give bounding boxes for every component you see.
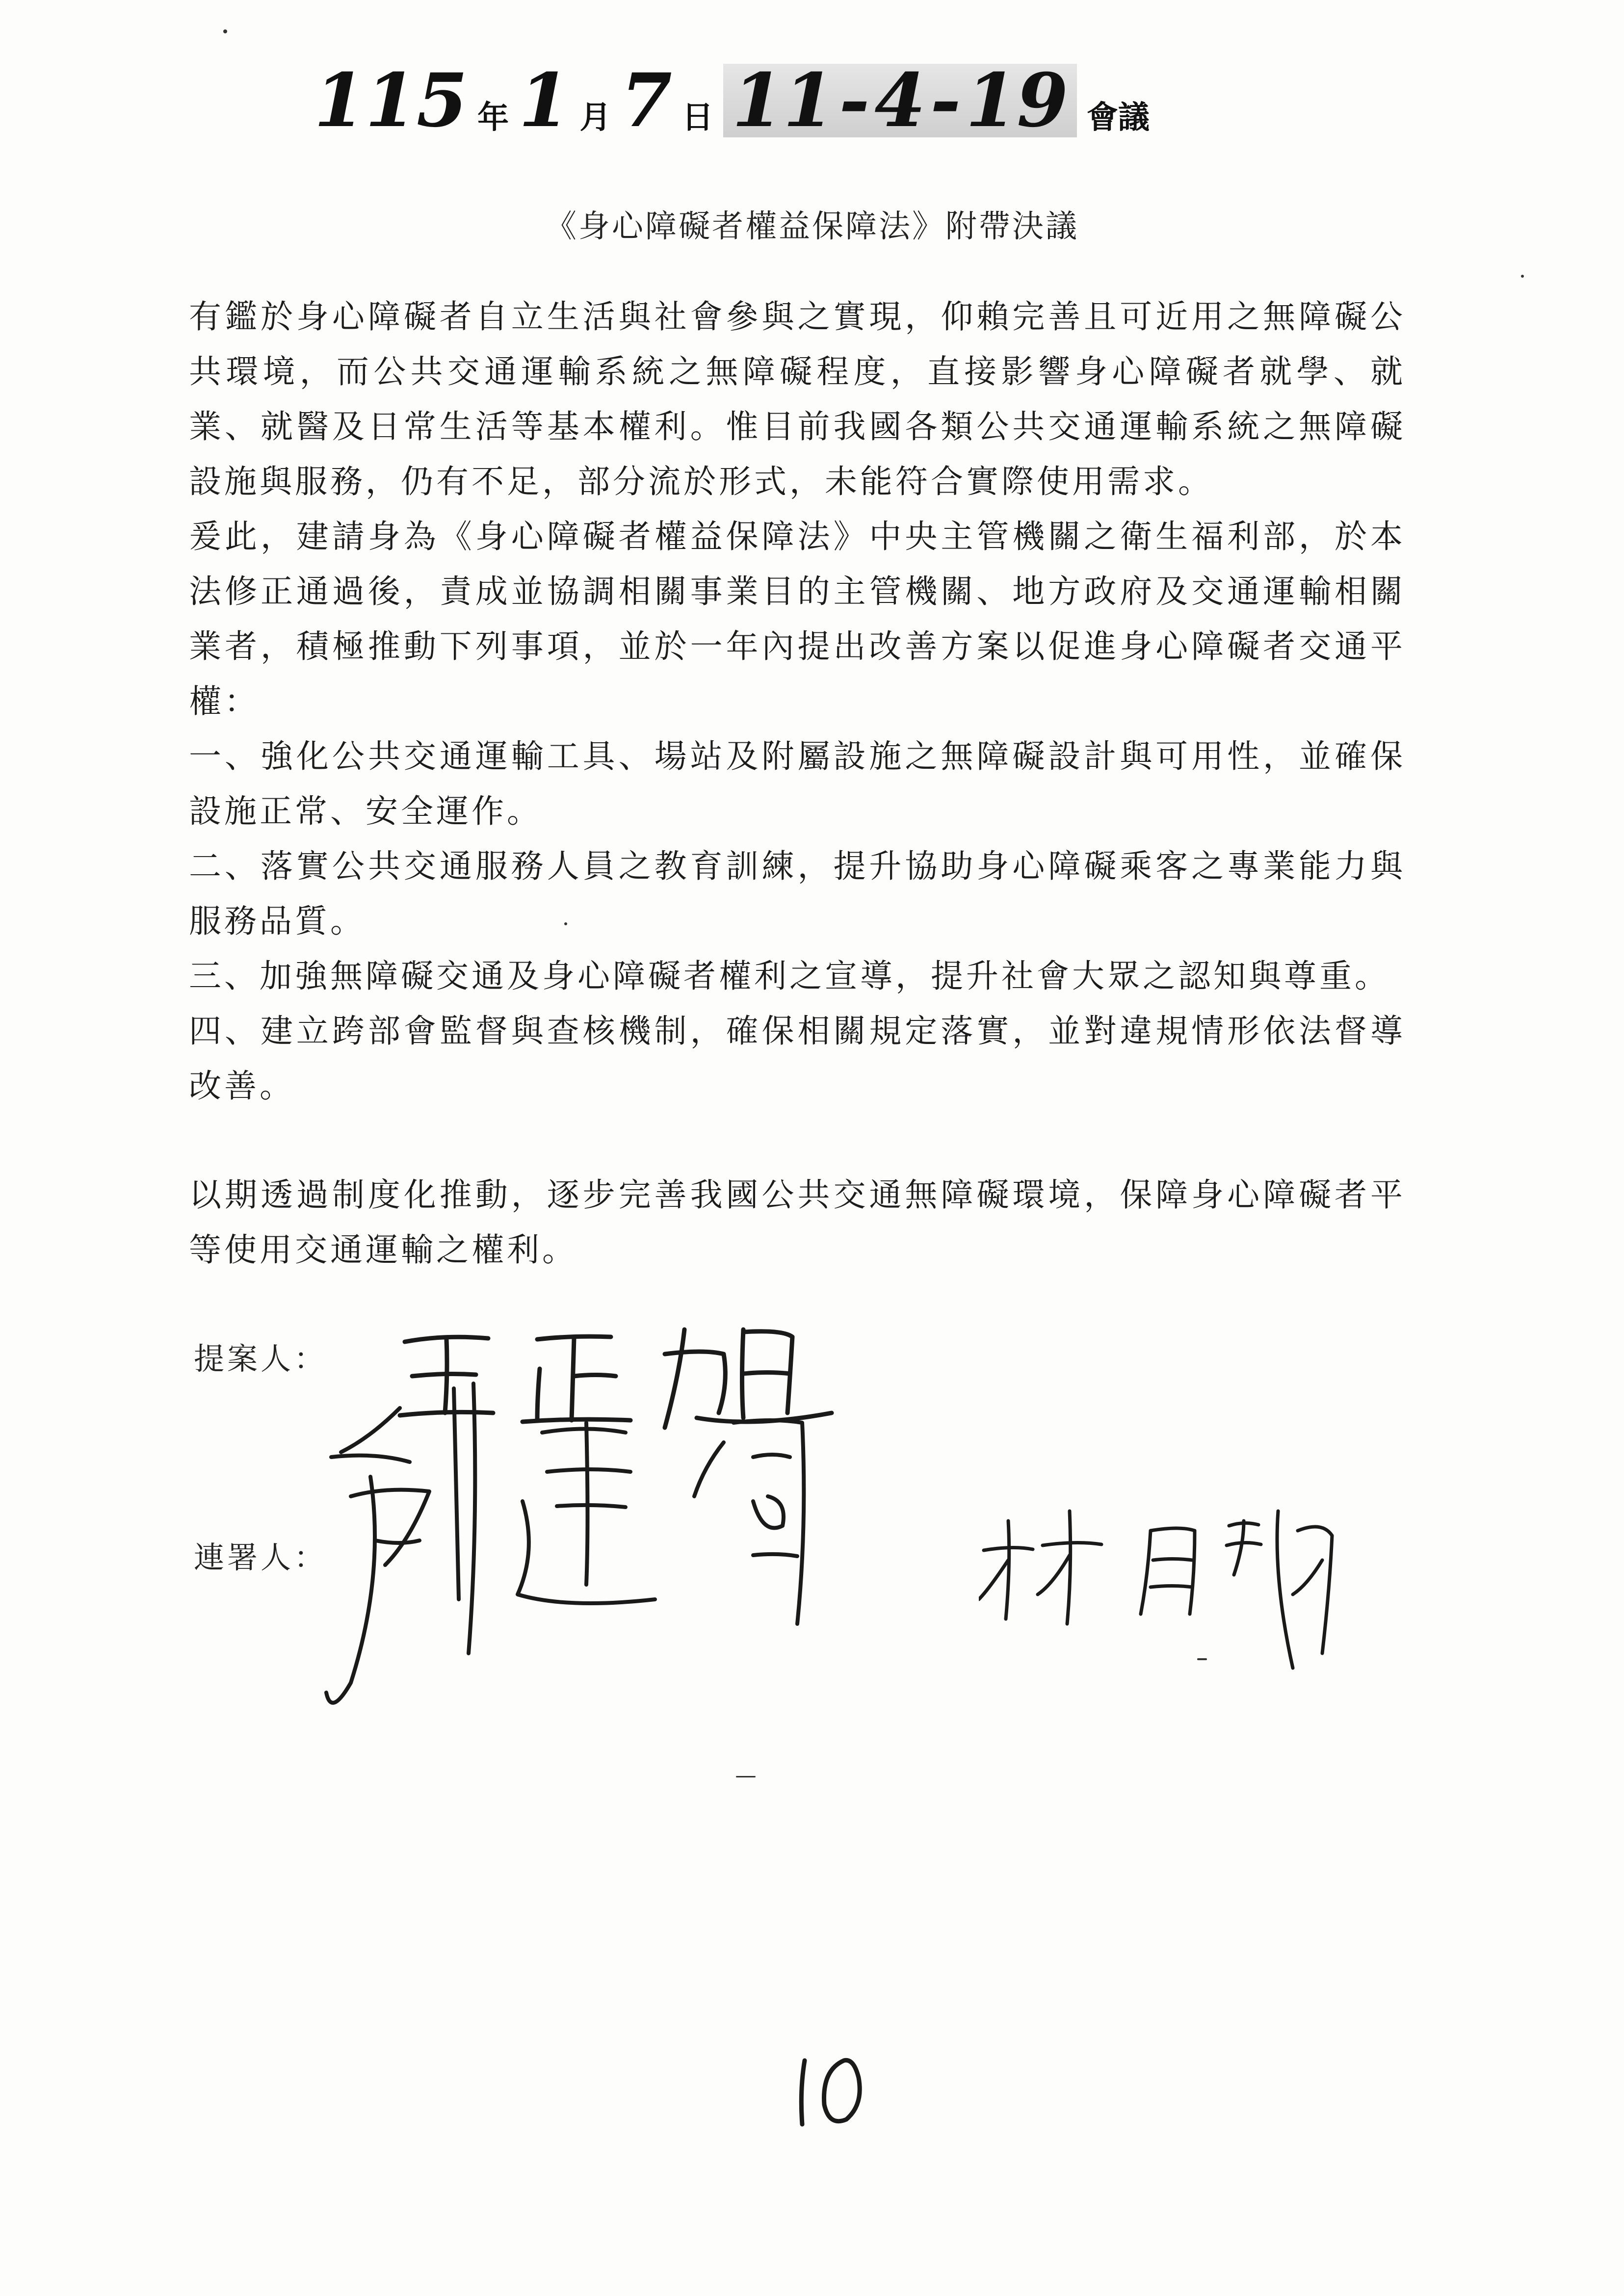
scan-speck (736, 1776, 756, 1777)
meeting-date-stamp (314, 57, 1150, 144)
stamp-code-b: 4 (874, 57, 926, 144)
stamp-month: 1 (519, 57, 570, 144)
cosigner-signature-1 (312, 1379, 1048, 1717)
stamp-month-unit: 月 (579, 100, 611, 136)
scan-speck (1521, 275, 1524, 278)
document-title: 《身心障礙者權益保障法》附帶決議 (545, 209, 1079, 245)
stamp-year-unit: 年 (477, 100, 509, 136)
paragraph-background: 有鑑於身心障礙者自立生活與社會參與之實現，仰賴完善且可近用之無障礙公共環境，而公共交通運輸系統之無障礙程度，直接影響身心障礙者就學、就業、就醫及日常生活等基本權利。惟目前我國各類公共交通運輸系統之無障礙設施與服務，仍有不足，部分流於形式，未能符合實際使用需求。 (189, 298, 1406, 500)
scan-speck (564, 922, 567, 925)
stamp-code-c: 19 (966, 57, 1068, 144)
cosigner-signature-2 (979, 1491, 1469, 1697)
paragraph-request: 爰此，建請身為《身心障礙者權益保障法》中央主管機關之衛生福利部，於本法修正通過後，責成並協調相關事業目的主管機關、地方政府及交通運輸相關業者，積極推動下列事項，並於一年內提出改善方案以促進身心障礙者交通平權： (189, 518, 1406, 720)
stamp-day-unit: 日 (681, 100, 713, 136)
proposer-label: 提案人： (194, 1341, 328, 1377)
scan-speck (1197, 1658, 1207, 1660)
signature-block (194, 1315, 1469, 1717)
paragraph-closing: 以期透過制度化推動，逐步完善我國公共交通無障礙環境，保障身心障礙者平等使用交通運輸之權利。 (189, 1176, 1406, 1269)
scan-speck (223, 29, 227, 33)
item-2: 二、落實公共交通服務人員之教育訓練，提升協助身心障礙乘客之專業能力與服務品質。 (189, 847, 1406, 940)
stamp-dash-a: - (839, 57, 870, 144)
stamp-year: 115 (314, 57, 468, 144)
resolution-body (189, 289, 1406, 1278)
stamp-day: 7 (621, 57, 672, 144)
stamp-code-box (723, 57, 1077, 144)
stamp-code-a: 11 (732, 57, 835, 144)
item-3: 三、加強無障礙交通及身心障礙者權利之宣導，提升社會大眾之認知與尊重。 (189, 957, 1390, 995)
stamp-suffix: 會議 (1086, 100, 1150, 136)
cosigner-label: 連署人： (194, 1539, 328, 1575)
stamp-dash-b: - (930, 57, 961, 144)
item-4: 四、建立跨部會監督與查核機制，確保相關規定落實，並對違規情形依法督導改善。 (189, 1012, 1406, 1105)
paragraph-gap (189, 1114, 1406, 1168)
page-number-handwritten (785, 2051, 873, 2134)
item-1: 一、強化公共交通運輸工具、場站及附屬設施之無障礙設計與可用性，並確保設施正常、安全運作。 (189, 737, 1406, 830)
